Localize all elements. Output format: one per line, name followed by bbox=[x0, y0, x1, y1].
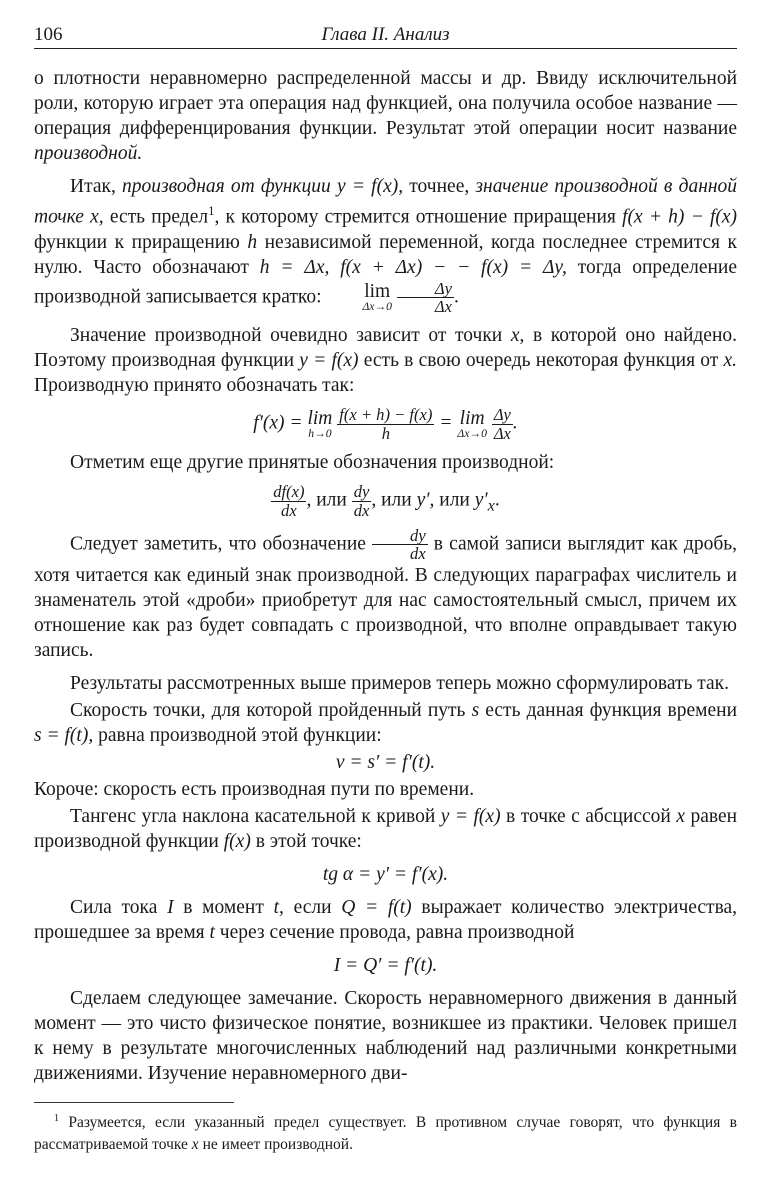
paragraph-7: Скорость точки, для которой пройденный путь s есть данная функция времени s = f(t), равна производной этой функции: bbox=[34, 699, 737, 746]
equation-notations: $\frac{df(x)}{dx}$ , или $\frac{dy}{dx}$ , или y′, или $y'_x$. bbox=[273, 482, 500, 520]
footnote-divider bbox=[34, 1102, 234, 1103]
paragraph-2: Итак, производная от функции y = f(x), точнее, значение производной в данной точке x, есть предел$^1$, к которому стремится отношение приращения f(x + h) − f(x) функции к приращению h независимой переменной, когда последнее стремится к нулю. Часто обозначают h = Δx, f(x + Δx) − − f(x) = Δy, тогда определение производной записывается кратко: lim Δx→0 $\frac{\Delta y}{\Delta x}$ . bbox=[34, 176, 738, 316]
paragraph-3: Значение производной очевидно зависит от точки x, в которой оно найдено. Поэтому производная функции y = f(x) есть в свою очередь некоторая функция от x. Производную принято обозначать так: bbox=[34, 325, 738, 397]
paragraph-6: Результаты рассмотренных выше примеров теперь можно сформулировать так. bbox=[70, 672, 730, 694]
paragraph-4: Отметим еще другие принятые обозначения производной: bbox=[70, 452, 555, 474]
footnote: $^1$ Разумеется, если указанный предел существует. В противном случае говорят, что функция в рассматриваемой точке x не имеет производной. bbox=[34, 1113, 737, 1154]
equation-derivative-definition: f′(x) = lim h→0 $\frac{f(x + h) - f(x)}{h}$ = lim Δx→0 $\frac{\Delta y}{\Delta x}$ . bbox=[253, 405, 518, 443]
equation-tangent: tg α = y′ = f′(x). bbox=[322, 863, 449, 885]
footnote-mark: 1 bbox=[54, 1113, 60, 1124]
fraction-dy-dx: $\frac{\Delta y}{\Delta x}$ bbox=[397, 280, 454, 316]
equation-current: I = Q′ = f′(t). bbox=[333, 954, 438, 976]
paragraph-11: Сделаем следующее замечание. Скорость неравномерного движения в данный момент — это чисто физическое понятие, возникшее из практики. Человек пришел к нему в результате многочисленных наблюдений над различными конкретными движениями. Изучение неравномерного дви- bbox=[34, 987, 737, 1084]
running-header bbox=[34, 24, 737, 49]
equation-velocity: v = s′ = f′(t). bbox=[335, 751, 436, 773]
footnote-ref: 1 bbox=[208, 204, 215, 218]
paragraph-10: Сила тока I в момент t, если Q = f(t) выражает количество электричества, прошедшее за время t через сечение провода, равна производной bbox=[34, 896, 738, 943]
paragraph-8: Короче: скорость есть производная пути по времени. bbox=[34, 778, 475, 800]
page-number: 106 bbox=[34, 24, 63, 45]
paragraph-5: Следует заметить, что обозначение $\frac{dy}{dx}$ в самой записи выглядит как дробь, хотя читается как единый знак производной. В следующих параграфах числитель и знаменатель этой «дроби» приобретут для нас самостоятельный смысл, причем их отношение как раз будет совпадать с производной, что вполне оправдывает такую запись. bbox=[34, 525, 738, 661]
main-text bbox=[34, 66, 737, 1094]
paragraph-1: о плотности неравномерно распределенной массы и др. Ввиду исключительной роли, которую играет эта операция над функцией, она получила особое название — операция дифференцирования функции. Результат этой операции носит название производной. bbox=[34, 68, 737, 164]
limit-expression: lim Δx→0 bbox=[362, 280, 393, 314]
chapter-title: Глава II. Анализ bbox=[321, 24, 450, 45]
paragraph-9: Тангенс угла наклона касательной к кривой y = f(x) в точке с абсциссой x равен производной функции f(x) в этой точке: bbox=[34, 805, 738, 852]
